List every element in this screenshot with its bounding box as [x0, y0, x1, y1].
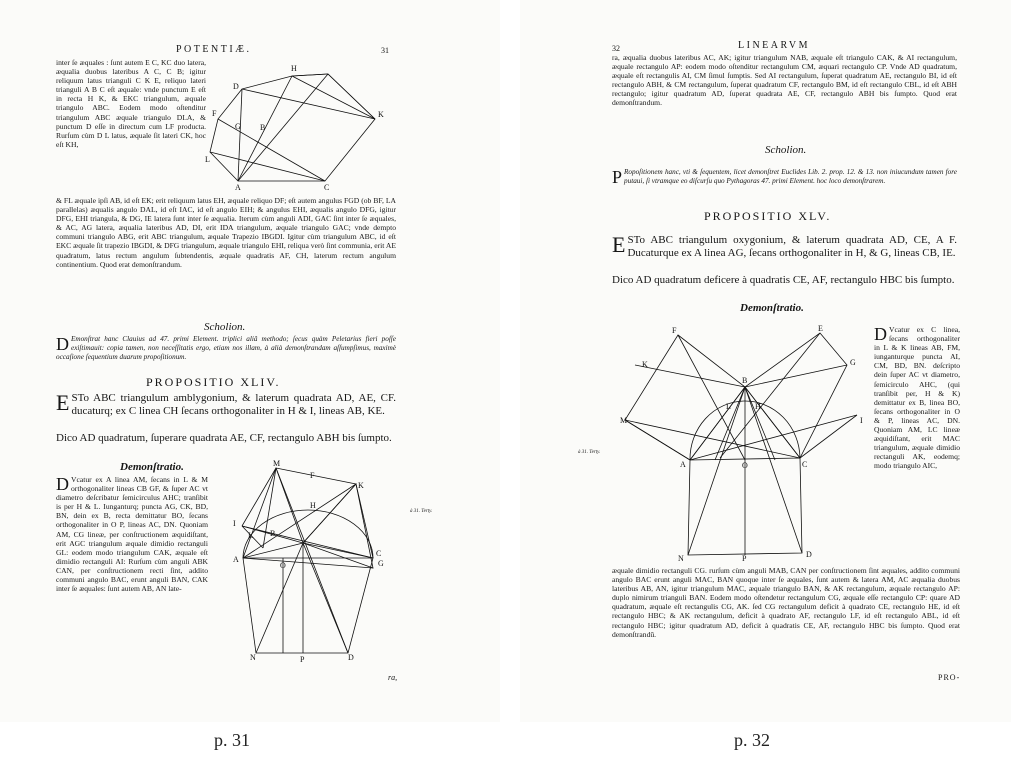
fig-label-i: I — [233, 519, 236, 528]
fig-label-n: N — [250, 653, 256, 662]
proposition-claim: Dico AD quadratum deficere à quadratis CE, AF, rectangulo HBC bis ſumpto. — [612, 274, 955, 286]
drop-cap: E — [56, 390, 70, 415]
fig-label-d: D — [806, 550, 812, 559]
fig-label-o: O — [742, 461, 748, 470]
figure-prop-44 — [228, 458, 403, 673]
proposition-statement — [612, 234, 957, 259]
running-head: LINEARVM — [738, 40, 810, 51]
scholion-text — [56, 335, 396, 361]
fig-label-l: L — [726, 402, 731, 411]
margin-note: à 31. Terty. — [410, 509, 433, 514]
catchword: ra, — [388, 673, 398, 682]
caption-left: p. 31 — [214, 730, 250, 750]
fig-label-g: G — [850, 358, 856, 367]
demonstration-text-continued: æquale dimidio rectanguli CG. rurſum cùm anguli MAB, CAN per conſtructionem ſint æquales, addito communi angulo BAC erunt anguli MAC, BAN quoque inter ſe æquales, ſunt autem & latera AM, AC æqualia duobus lateribus AB, AN, igitur triangulum MAC, æquale triangulo BAN, & AK rectangulum, æquale rectangulo AP: duplo nimirum trianguli BAN. Eodem modo oſtendetur rectangulum CG, æquale eſſe rectangulo CP: quare AD quadratum, æquale eſt rectangulis CG, AK. ſed CG rectangulum deficit à quadrato CE, rectangulo HE, id eſt rectangulo HBC; & AK rectangulum, deficit à quadrato AF, rectangulo LF, id eſt rectangulo ABL, id eſt rectangulo HBC; igitur quadratum AD, deficit à quadratis CE, AF, rectangulo HBC bis ſumpto. Quod erat demonſtrandū. — [612, 566, 960, 639]
fig-label-k: K — [642, 360, 648, 369]
fig-label-p: P — [742, 554, 747, 563]
drop-cap: E — [612, 232, 626, 257]
fig-label-k: K — [378, 110, 384, 119]
demonstration-body: Vcatur ex C linea, ſecans orthogonaliter in L & K lineas AB, FM, iunganturque puncta AI, CM, BD, BN. deſcripto dein ſuper AC vt diametro, ſemicirculo AHC, (qui tranſibit per, H & K) demittatur ex B, linea BO, ſecans orthogonaliter in O & P, lineas AC, DN. Quoniam AM, LC lineæ æquidiſtant, erit MAC triangulum, æquale dimidio rectanguli AK, eodemq; modo triangulo AIC, — [874, 325, 960, 471]
page-number: 31 — [381, 46, 389, 55]
right-page — [520, 0, 1011, 722]
demonstratio-heading: Demonſtratio. — [120, 461, 184, 473]
fig-label-f: F — [212, 109, 217, 118]
fig-label-a: A — [680, 460, 686, 469]
fig-label-c: C — [376, 549, 382, 558]
scholion-body: Ropoſitionem hanc, vti & ſequentem, licet demonſtret Euclides Lib. 2. prop. 12. & 13. non iniucundum tamen fore putaui, ſi vtramque eo diſcurſu quo Pythagoras 47. primi Element. hoc loco demonſtrarem. — [624, 168, 957, 185]
body-text-block: inter ſe æquales : ſunt autem E C, KC duo latera, æqualia duobus lateribus A C, C B; igitur reliquum latus trianguli C K E, reliquo lateri trianguli A B C eſt æquale: vnde punctum E eſt in recta H K, & EKC triangulum, æquale triangulo ABC. Eodem modo oſtenditur triangulum ABC æquale triangulo DLA, & punctum D eſſe in directum cum LF producta. Rurſum cùm D L latus, æquale ſit lateri CK, hoc eſt KH, — [56, 58, 206, 149]
proposition-heading: PROPOSITIO XLIV. — [146, 375, 281, 389]
drop-cap: P — [612, 167, 623, 187]
fig-label-d: D — [348, 653, 354, 662]
fig-label-l: L — [205, 155, 210, 164]
proposition-heading: PROPOSITIO XLV. — [704, 209, 832, 223]
demonstration-text — [874, 325, 960, 471]
scholion-body: Emonſtrat hanc Clauius ad 47. primi Element. triplici aliâ methodo; ſecus quàm Peletarius fieri poſſe exiſtimauit: copia tamen, non neceſſitatis ergo, etiam nos illam, à alià demonſtrandam aſſumpſimus, maximè occaſione ſequentium duarum propoſitionum. — [56, 335, 396, 361]
fig-label-b: B — [270, 529, 276, 538]
drop-cap: D — [56, 334, 69, 354]
fig-label-a: A — [233, 555, 239, 564]
fig-label-h: H — [291, 64, 297, 73]
fig-label-c: C — [324, 183, 330, 192]
page-number: 32 — [612, 44, 620, 53]
proposition-claim: Dico AD quadratum, ſuperare quadrata AE, CF, rectangulo ABH bis ſumpto. — [56, 432, 392, 444]
figure-prop-45 — [620, 325, 870, 565]
fig-label-l: L — [248, 531, 253, 540]
fig-label-f: F — [672, 326, 677, 335]
fig-label-n: N — [678, 554, 684, 563]
fig-label-b: B — [260, 123, 266, 132]
fig-label-h: H — [310, 501, 316, 510]
fig-label-c: C — [802, 460, 808, 469]
fig-label-a: A — [235, 183, 241, 192]
scholion-heading: Scholion. — [765, 144, 807, 156]
fig-label-i: I — [860, 416, 863, 425]
demonstration-text — [56, 475, 208, 593]
left-page — [0, 0, 500, 722]
fig-label-k: K — [358, 481, 364, 490]
proposition-statement — [56, 392, 396, 417]
fig-label-m: M — [273, 459, 281, 468]
drop-cap: D — [56, 474, 69, 494]
statement-text: STo ABC triangulum oxygonium, & laterum quadrata AD, CE, A F. Ducaturque ex A linea AG, ſecans orthogonaliter in H, & G, lineas CB, IE. — [627, 234, 957, 259]
statement-text: STo ABC triangulum amblygonium, & laterum quadrata AD, AE, CF. ducaturq; ex C linea CH ſecans orthogonaliter in H & I, lineas AB, KE. — [71, 392, 396, 417]
margin-note: à 31. Terty. — [578, 450, 601, 455]
fig-label-f: F — [310, 471, 315, 480]
running-head: POTENTIÆ. — [176, 44, 252, 55]
demonstration-body: Vcatur ex A linea AM, ſecans in L & M orthogonaliter lineas CB GF, & ſuper AC vt diametro deſcribatur ſemicirculus AHC; tranſibit is per H & L. Iunganturq; puncta AG, CK, BD, BN, dein ex B, recta demittatur BO, ſecans orthogonaliter in O P, lineas AC, DN. Quoniam AM, CG lineæ, per conſtructionem æquidiſtant, erit AGC triangulum æquale dimidio rectanguli GL: eodem modo triangulum CAK, æquale eſt dimidio rectanguli AI: Rurſum cùm anguli ABK CAN, per conſtructionem recti ſint, addito communi angulo BAC, erunt anguli BAN, CAK inter ſe æquales: ſunt autem AB, AN late- — [56, 475, 208, 594]
fig-label-o: O — [280, 561, 286, 570]
body-text-block: ra, æqualia duobus lateribus AC, AK; igitur triangulum NAB, æquale eſt triangulo CAK, & AI rectangulum, æquale rectangulo AP: eodem modo oſtenditur rectangulum CM, æquari rectangulo CP. Vnde AD quadratum, æquale eſt rectangulis AI, CM ſimul ſumptis. Sed AI rectangulum, ſuperat quadratum AE, rectangulo BI, id eſt rectangulo ABH, & CM rectangulum, ſuperat quadratum CF, rectangulo BM, id eſt rectangulo CBL, id eſt ABH rectangulo; igitur quadratum AD, ſuperat quadrata AE, CF, rectangulo ABH bis ſumpto. Quod erat demonſtrandum. — [612, 53, 957, 108]
fig-label-g: G — [378, 559, 384, 568]
body-text-block: & FL æquale ipſi AB, id eſt EK; erit reliquum latus EH, æquale reliquo DF; eſt autem angulus FGD (ob BF, LA parallelas) æqualis angulo DAL, id eſt IAC, id eſt angulo EIH; & angulus EHI, æqualis angulo DFG, igitur DFG, EHI triangula, & DG, IE latera ſunt inter ſe æqualia. Iterum cùm anguli ADI, GAC ſint inter ſe æquales, & AC, AG latera, æqualia lateribus AD, DI, erit IDA triangulum, æquale triangulo GAC; vnde dempto communi triangulo ABG, erit ABC triangulum, æquale Trapezio IBGDI. Igitur cùm triangulum ABC, id eſt EKC æquale ſit trapezio IBGDI, & DFG triangulum, æquale triangulo EHI, reliqua verò ſint communia, erit AE quadratum, latus rectum angulum ſubtendentis, æquale quadratis AF, CH, laterum rectum angulum continentium. Quod erat demonſtrandum. — [56, 196, 396, 269]
fig-label-b: B — [742, 376, 748, 385]
figure-pythagoras — [200, 64, 400, 199]
scholion-text — [612, 168, 957, 186]
fig-label-m: M — [620, 416, 628, 425]
fig-label-h: H — [755, 402, 761, 411]
drop-cap: D — [874, 324, 887, 344]
fig-label-e: E — [818, 324, 823, 333]
caption-right: p. 32 — [734, 730, 770, 750]
scholion-heading: Scholion. — [204, 321, 246, 333]
fig-label-d: D — [233, 82, 239, 91]
fig-label-g: G — [235, 122, 241, 131]
fig-label-p: P — [300, 655, 305, 664]
demonstratio-heading: Demonſtratio. — [740, 302, 804, 314]
catchword: PRO- — [938, 673, 961, 682]
